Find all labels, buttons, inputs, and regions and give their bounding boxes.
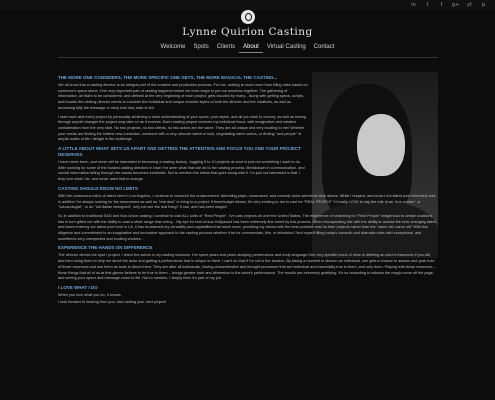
youtube-icon[interactable]: yt [467,2,472,8]
section-heading: I LOVE WHAT I DO [58,284,98,290]
nav-contact[interactable]: Contact [313,44,335,50]
paragraph: I look forward to hearing from you, and casting your next project! [58,299,167,304]
section-heading: EXPERIENCE THE HANDS ON DIFFERENCE [58,245,153,251]
nav-welcome[interactable]: Welcome [160,44,186,50]
site-title: Lynne Quirion Casting [182,26,313,38]
twitter-icon[interactable]: t [426,2,429,8]
paragraph: When you love what you do, it shows. [58,292,122,297]
top-bar [0,0,495,10]
paragraph: So in addition to traditional SAG and Non-Union casting I continue to cast ALL sorts of "Real People". I've cast projects all over the United States. The experience of searching for "Real People" indigenous to certain locations has in turn gifted me with the ability to cast a wider range than many... My eye for real versus Hollywood has been extremely fine tuned by this process. When incorporating this with the ability to access the ever changing talent, and faces entering our talent pool here in LA, it has broadened my versatility and capabilities that much more, providing my clients with the best possible cast for their projects rather than the "same old, same old" With this diligence and commitment to an imaginative and innovative approach to the casting process whether it be for commercials, film, or television I find myself filling today's comedic and dramatic roles with exceptional, and sometimes very unexpected and exciting choices... [58,213,438,241]
paragraph: We all know that a casting director is an integral part of the creative and production process. For me, casting is much more than filling roles based on someone's specs alone. One very important part of casting happens before we even begin to put our sessions together. The gathering of information, all that's to be considered, and defined at the very beginning of each project, gets clouded by many... Along with getting specs, scripts, and boards the casting director needs to consider the individual and unique creative styles of both the director and the creatives, as well as accessing fully the message or story that they wish to tell. [58,83,308,110]
section-heading: CASTING SHOULD KNOW NO LIMITS [58,185,138,191]
paragraph: I have never been, and never will be interested in becoming a casting factory. Juggling 5 to 10 projects at once is just not something I want to do. After working for some of the busiest casting directors in town I've seen what that can do to the casting process. Breakdown in communication, and crucial information falling through the cracks becomes inevitable. Not to mention the stress that goes along with it. I'm just not interested in that. I truly love what I do, and never want that to change. [58,160,305,182]
linkedin-icon[interactable]: in [411,2,416,8]
paragraph: I start each and every project by personally achieving a clear understanding of your specs, your styles, and all you wish to convey, as well as seeing through any/all changes the project may take on as it evolves. Each casting project receives my individual focus, with imaginative and creative consideration from the very start. No two projects, no two clients, no two actors are the same. They are all unique and very exciting to me! Whether your needs are finding the hottest new comedian, someone with a very obscure talent or look, negotiating name actors, or finding "real people" of any/all walks of life I delight in the challenge. [58,114,307,142]
nav-virtual-casting[interactable]: Virtual Casting [266,44,306,50]
header-divider [58,57,438,58]
google-plus-icon[interactable]: g+ [451,2,460,8]
site-logo[interactable] [0,10,495,38]
logo-icon [241,10,255,24]
pinterest-icon[interactable]: p [481,2,486,8]
nav-clients[interactable]: Clients [216,44,236,50]
main-nav [0,43,495,53]
social-links [408,2,489,9]
nav-spots[interactable]: Spots [193,44,209,50]
paragraph: The director directs the spot / project. I direct the actors in my casting sessions. I've spent years and years studying performance and body language.One very specific focus of mine is defining an actor's essences if you will, and then using them to help me direct the actor and getting a performance that is unique to them. I can't do that if I'm not in the session. By taking a moment to discern an individual, one gets a chance to assess and grab hold of those essences and use them as tools to direct them. They are after all individuals, having characteristics and thought processes that are individual and essentially true to them, and only them. Playing with those essences -- those things that all of us at first glance believe to be true to them -- brings greater truth and dimension to the actor's performance. The results are extremely gratifying. It's so rewarding to witness the magic come off the page, and seeing your specs and message come to life. Not to mention, I simply think it's part of my job. [58,253,436,281]
section-heading: A LITTLE ABOUT WHAT SETS US APART AND GETTING THE ATTENTION AND FOCUS YOU AND YOUR PROJECT DESERVES [58,146,301,158]
about-content [58,72,438,308]
nav-about[interactable]: About [239,43,263,53]
section-heading: THE MORE ONE CONSIDERS, THE MORE SPECIFIC ONE GETS, THE MORE MAGICAL THE CASTING... [58,75,278,80]
paragraph: With the continuous influx of talent here in Los Angeles, I continue to research the undiscovered. Attending plays, showcases, and comedy clubs whenever time allows. While I respect, and know LA's talent pool extremely well, in addition I'm always looking for the newcomers as well as "real deal" to bring to a project. If time/budget allows, it's very exciting to me to cast for "REAL PEOPLE" I'd really LOVE to say the role of an "iron worker", a "volcanologist", or an "old Italian immigrant", why not see the real thing? It can, and has been magic!! [58,193,437,210]
facebook-icon[interactable]: f [440,2,443,8]
